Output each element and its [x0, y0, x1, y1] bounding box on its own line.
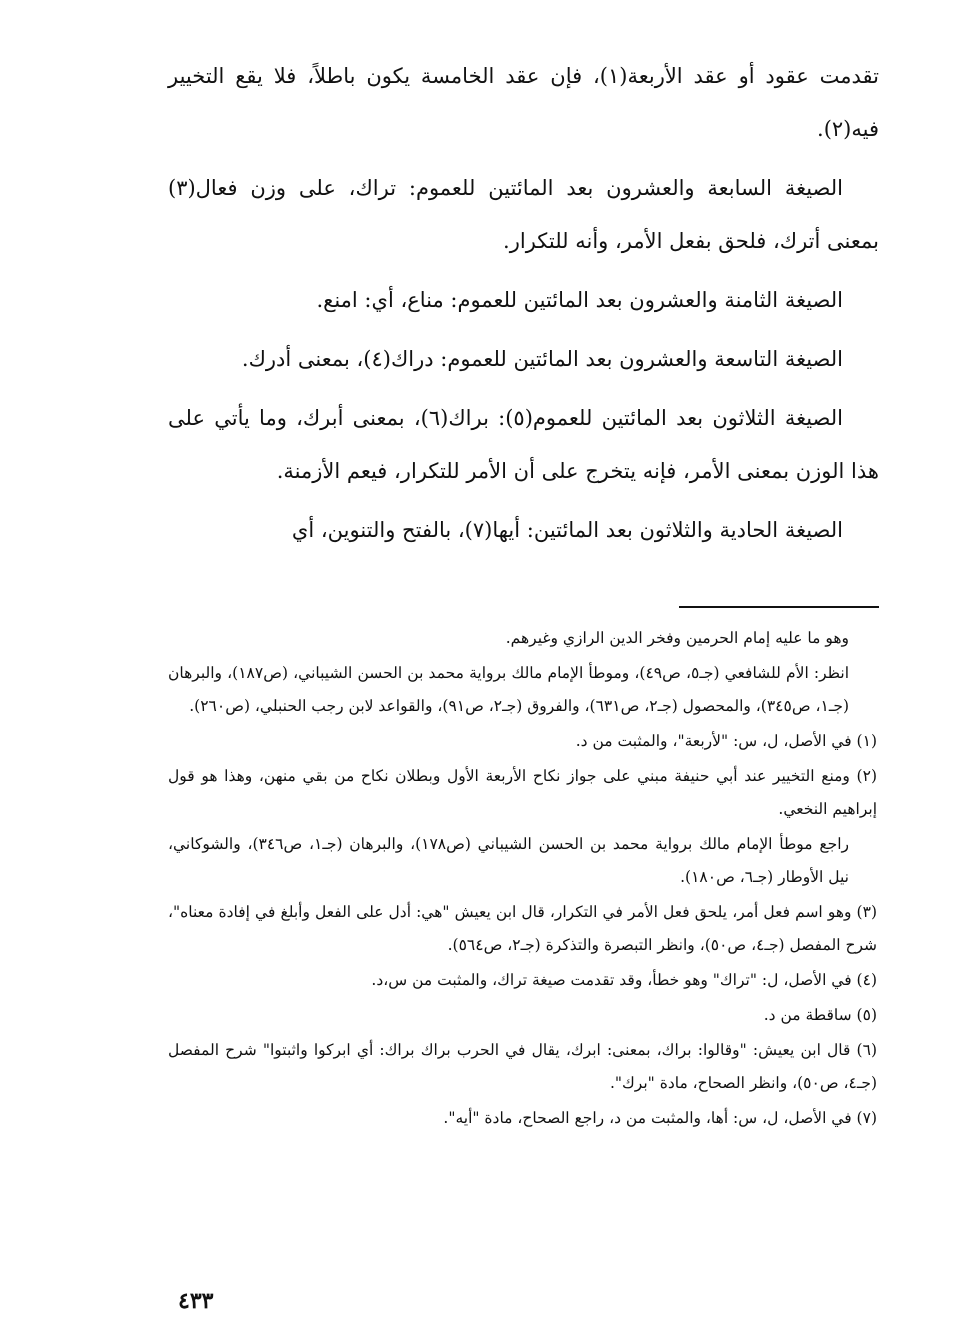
- footnote-2-reference: راجع موطأ الإمام مالك برواية محمد بن الحسن الشيباني (ص١٧٨)، والبرهان (جـ١، ص٣٤٦)، والشوكاني، نيل الأوطار (جـ٦، ص١٨٠).: [168, 835, 849, 886]
- paragraph-6: الصيغة الحادية والثلاثون بعد المائتين: أيها(٧)، بالفتح والتنوين، أي: [291, 518, 843, 542]
- footnote-2: (٢) ومنع التخيير عند أبي حنيفة مبني على جواز نكاح الأربعة الأول وبطلان نكاح من بقي منهن، وهذا هو قول إبراهيم النخعي.: [168, 767, 877, 818]
- footnote-3: (٣) وهو اسم فعل أمر، يلحق فعل الأمر في التكرار، قال ابن يعيش "هي: أدل على الفعل وأبلغ في إفادة معناه"، شرح المفصل (جـ٤، ص٥٠)، وانظر التبصرة والتذكرة (جـ٢، ص٥٦٤).: [168, 903, 877, 954]
- paragraph-3: الصيغة الثامنة والعشرون بعد المائتين للعموم: مناع، أي: امنع.: [316, 288, 843, 312]
- main-text: [168, 50, 879, 563]
- footnote-5: (٥) ساقطة من د.: [763, 1006, 877, 1024]
- page-number: ٤٣٣: [178, 1288, 214, 1314]
- paragraph-4: الصيغة التاسعة والعشرون بعد المائتين للعموم: دراك(٤)، بمعنى أدرك.: [241, 347, 843, 371]
- footnote-7: (٧) في الأصل، ل، س: أها، والمثبت من د، راجع الصحاح، مادة "أيه".: [443, 1109, 877, 1127]
- footnote-continuation-1: وهو ما عليه إمام الحرمين وفخر الدين الرازي وغيرهم.: [505, 629, 849, 647]
- footnote-4: (٤) في الأصل، ل: "تراك" وهو خطأ، وقد تقدمت صيغة تراك، والمثبت من س،د.: [371, 971, 877, 989]
- paragraph-1: تقدمت عقود أو عقد الأربعة(١)، فإن عقد الخامسة يكون باطلاً، فلا يقع التخيير فيه(٢).: [168, 64, 879, 141]
- footnote-continuation-2: انظر: الأم للشافعي (جـ٥، ص٤٩)، وموطأ الإمام مالك برواية محمد بن الحسن الشيباني، (ص١٨٧)، والبرهان (جـ١، ص٣٤٥)، والمحصول (جـ٢، ص٦٣١)، والفروق (جـ٢، ص٩١)، والقواعد لابن رجب الحنبلي، (ص٢٦٠).: [168, 664, 850, 715]
- footnote-separator: [679, 606, 879, 608]
- footnotes: [168, 622, 877, 1137]
- paragraph-5: الصيغة الثلاثون بعد المائتين للعموم(٥): براك(٦)، بمعنى أبرك، وما يأتي على هذا الوزن بمعنى الأمر، فإنه يتخرج على أن الأمر للتكرار، فيعم الأزمنة.: [168, 406, 879, 483]
- footnote-6: (٦) قال ابن يعيش: "وقالوا: براك، بمعنى: ابرك، يقال في الحرب براك براك: أي ابركوا واثبتوا" شرح المفصل (جـ٤، ص٥٠)، وانظر الصحاح، مادة "برك".: [168, 1041, 877, 1092]
- footnote-1: (١) في الأصل، ل، س: "لأربعة"، والمثبت من د.: [575, 732, 877, 750]
- paragraph-2: الصيغة السابعة والعشرون بعد المائتين للعموم: تراك، على وزن فعال(٣) بمعنى أترك، فلحق بفعل الأمر، وأنه للتكرار.: [168, 176, 879, 253]
